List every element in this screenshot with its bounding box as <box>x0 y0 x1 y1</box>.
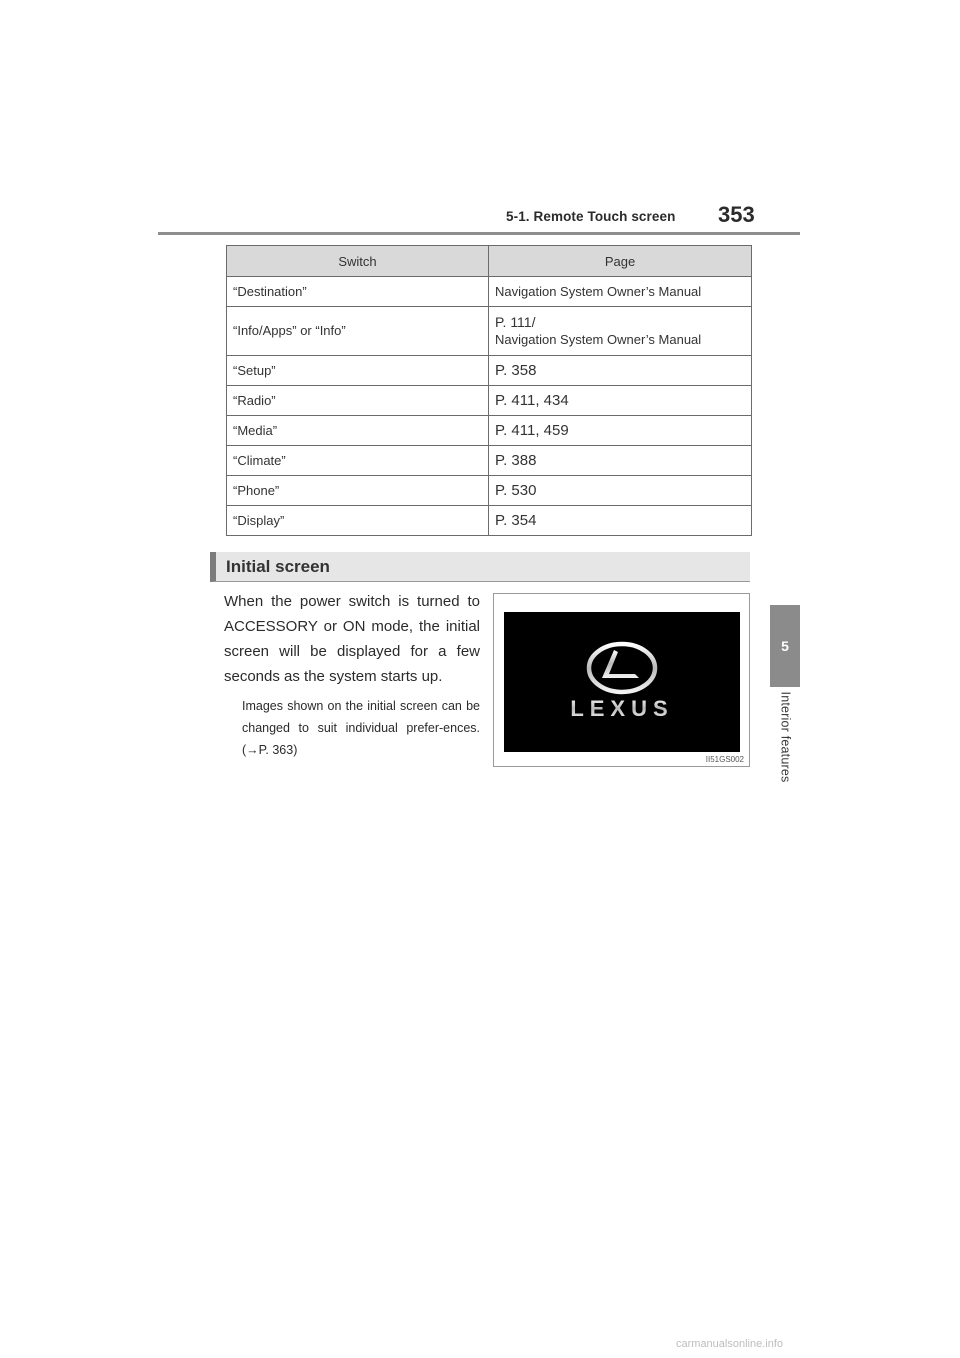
initial-screen-figure <box>493 593 750 767</box>
table-row <box>227 386 752 416</box>
page-cell: Navigation System Owner’s Manual <box>489 277 752 307</box>
table-header-switch: Switch <box>227 246 489 277</box>
switch-cell: “Climate” <box>227 446 489 476</box>
switch-cell: “Display” <box>227 506 489 536</box>
display-screen <box>504 612 740 752</box>
table-row <box>227 307 752 356</box>
page-cell <box>489 307 752 356</box>
chapter-number: 5 <box>781 638 789 654</box>
chapter-label-wrap <box>772 682 798 792</box>
page-ref-link[interactable]: P. 530 <box>489 476 752 506</box>
table-row <box>227 506 752 536</box>
table-row <box>227 476 752 506</box>
brand-wordmark: LEXUS <box>570 696 674 721</box>
chapter-tab[interactable] <box>770 605 800 687</box>
page-ref-link[interactable]: P. 354 <box>489 506 752 536</box>
table-row <box>227 356 752 386</box>
section-heading: Initial screen <box>210 552 750 582</box>
table-row <box>227 446 752 476</box>
switch-cell: “Info/Apps” or “Info” <box>227 307 489 356</box>
switch-cell: “Radio” <box>227 386 489 416</box>
switch-cell: “Destination” <box>227 277 489 307</box>
figure-code: II51GS002 <box>705 755 744 764</box>
page-ref-link[interactable]: P. 411, 459 <box>489 416 752 446</box>
switch-cell: “Media” <box>227 416 489 446</box>
table-row <box>227 277 752 307</box>
page-ref-text: Navigation System Owner’s Manual <box>495 332 702 347</box>
header-rule <box>158 232 800 235</box>
header-section-title: 5-1. Remote Touch screen <box>506 209 676 224</box>
page-ref-link[interactable]: P. 411, 434 <box>489 386 752 416</box>
lexus-logo-icon <box>504 612 740 752</box>
switch-page-table <box>226 245 752 536</box>
section-body: When the power switch is turned to ACCESSORY or ON mode, the initial screen will be displayed for a few seconds as the system starts up. <box>224 593 480 685</box>
switch-cell: “Phone” <box>227 476 489 506</box>
footer-watermark: carmanualsonline.info <box>676 1338 784 1350</box>
chapter-label: Interior features <box>778 691 793 783</box>
section-note: Images shown on the initial screen can be changed to suit individual prefer-ences. (→P. 363) <box>242 699 480 757</box>
table-header-page: Page <box>489 246 752 277</box>
page-ref-link[interactable]: P. 358 <box>489 356 752 386</box>
page-ref-link[interactable]: P. 111/ <box>495 314 536 330</box>
table-row <box>227 416 752 446</box>
switch-cell: “Setup” <box>227 356 489 386</box>
page-number: 353 <box>718 202 755 227</box>
table-header-row <box>227 246 752 277</box>
page-ref-link[interactable]: P. 388 <box>489 446 752 476</box>
